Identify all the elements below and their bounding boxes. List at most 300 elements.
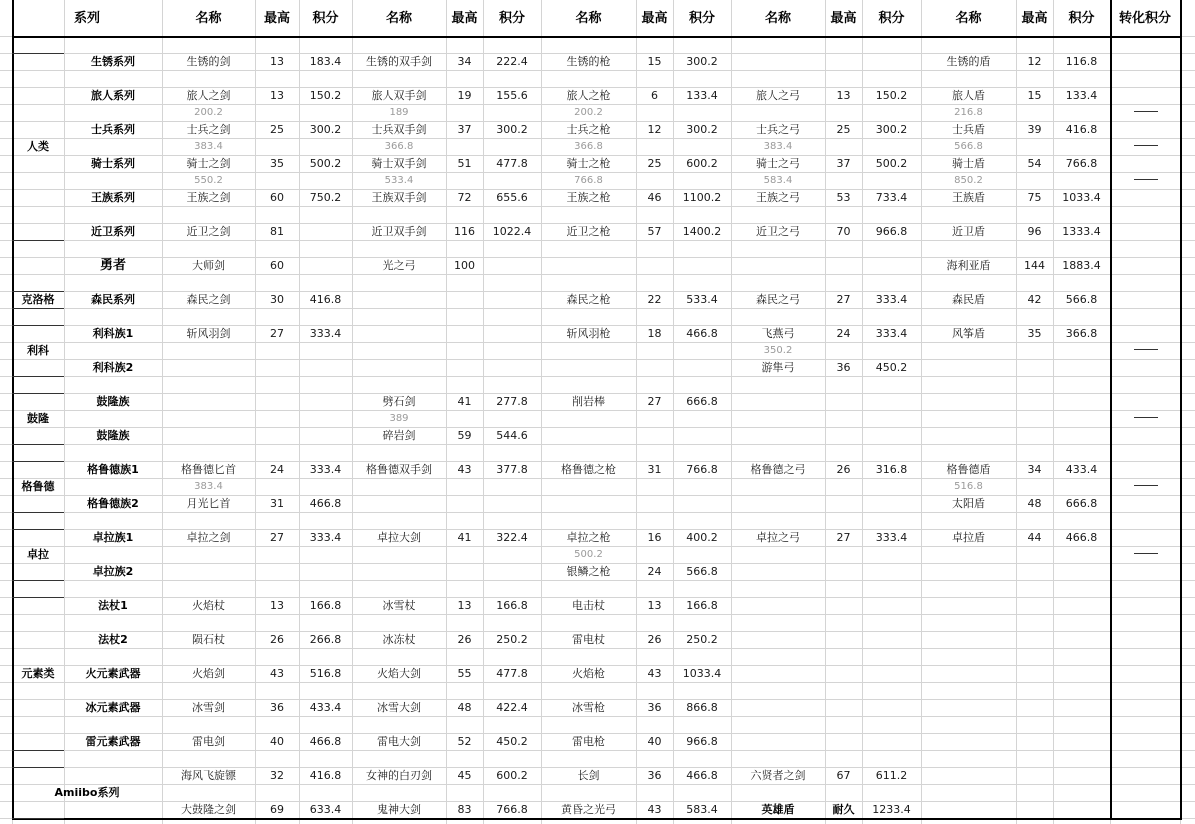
group-label: 格鲁德 bbox=[21, 480, 55, 493]
max-value: 57 bbox=[647, 225, 662, 238]
convert-value: 383.4 bbox=[194, 140, 223, 152]
series-label: 格鲁德族2 bbox=[87, 497, 139, 510]
score-value: 733.4 bbox=[875, 191, 908, 204]
weapon-name: 冰雪枪 bbox=[572, 701, 605, 714]
score-value: 416.8 bbox=[1065, 123, 1098, 136]
max-value: 44 bbox=[1027, 531, 1042, 544]
weapon-name: 太阳盾 bbox=[952, 497, 985, 510]
max-value: 35 bbox=[270, 157, 284, 170]
max-value: 13 bbox=[270, 55, 284, 68]
header-max: 最高 bbox=[1021, 10, 1048, 26]
weapon-name: 近卫盾 bbox=[952, 225, 985, 238]
group-border bbox=[12, 580, 64, 581]
bottom-border bbox=[12, 818, 1180, 820]
score-value: 500.2 bbox=[309, 157, 342, 170]
convert-column-border bbox=[1110, 0, 1112, 820]
max-value: 39 bbox=[1027, 123, 1042, 136]
convert-value: 366.8 bbox=[384, 140, 414, 152]
max-value: 43 bbox=[647, 803, 662, 816]
max-value: 27 bbox=[836, 293, 851, 306]
max-value: 42 bbox=[1027, 293, 1042, 306]
group-label: 克洛格 bbox=[21, 293, 55, 306]
grid-row-line bbox=[0, 427, 1195, 428]
score-value: 300.2 bbox=[686, 55, 718, 68]
group-border bbox=[12, 376, 64, 377]
weapon-name: 冰雪剑 bbox=[192, 701, 225, 714]
max-value: 55 bbox=[457, 667, 472, 680]
convert-value: 383.4 bbox=[194, 480, 223, 492]
convert-value: 583.4 bbox=[763, 174, 793, 186]
weapon-name: 旅人之弓 bbox=[756, 89, 800, 102]
max-value: 27 bbox=[647, 395, 662, 408]
group-border bbox=[12, 308, 64, 309]
score-value: 333.4 bbox=[875, 327, 908, 340]
weapon-name: 劈石剑 bbox=[382, 395, 416, 408]
weapon-name: 士兵之弓 bbox=[756, 123, 800, 136]
score-value: 422.4 bbox=[496, 701, 528, 714]
score-value: 477.8 bbox=[496, 667, 528, 680]
convert-dash bbox=[1134, 485, 1158, 486]
header-border bbox=[12, 36, 1180, 38]
convert-dash bbox=[1134, 179, 1158, 180]
convert-dash bbox=[1134, 349, 1158, 350]
score-value: 566.8 bbox=[686, 565, 718, 578]
score-value: 533.4 bbox=[686, 293, 718, 306]
weapon-name: 森民盾 bbox=[952, 293, 985, 306]
header-name: 名称 bbox=[764, 10, 791, 26]
max-value: 81 bbox=[270, 225, 284, 238]
max-value: 83 bbox=[457, 803, 472, 816]
convert-value: 516.8 bbox=[954, 480, 983, 492]
weapon-name: 近卫之弓 bbox=[756, 225, 800, 238]
grid-row-line bbox=[0, 410, 1195, 411]
score-value: 316.8 bbox=[875, 463, 908, 476]
max-value: 40 bbox=[647, 735, 662, 748]
weapon-name: 长剑 bbox=[577, 769, 600, 782]
score-value: 966.8 bbox=[686, 735, 718, 748]
grid-row-line bbox=[0, 648, 1195, 649]
max-value: 24 bbox=[836, 327, 851, 340]
weapon-name: 生锈的双手剑 bbox=[366, 55, 432, 68]
max-value: 25 bbox=[836, 123, 851, 136]
max-value: 43 bbox=[270, 667, 284, 680]
max-value: 24 bbox=[270, 463, 284, 476]
max-value: 60 bbox=[270, 259, 284, 272]
header-max: 最高 bbox=[830, 10, 857, 26]
max-value: 36 bbox=[836, 361, 851, 374]
max-value: 26 bbox=[647, 633, 662, 646]
max-value: 53 bbox=[836, 191, 851, 204]
group-label: 卓拉 bbox=[27, 548, 49, 561]
score-value: 333.4 bbox=[875, 293, 908, 306]
convert-value: 533.4 bbox=[384, 174, 414, 186]
convert-value: 850.2 bbox=[954, 174, 983, 186]
max-value: 36 bbox=[270, 701, 284, 714]
weapon-name: 王族之弓 bbox=[756, 191, 800, 204]
score-value: 300.2 bbox=[686, 123, 718, 136]
score-value: 133.4 bbox=[686, 89, 718, 102]
weapon-name: 冰雪大剑 bbox=[377, 701, 421, 714]
convert-value: 389 bbox=[389, 412, 409, 424]
weapon-name: 游隼弓 bbox=[761, 361, 795, 374]
series-label: 法杖1 bbox=[98, 599, 128, 612]
header-score: 积分 bbox=[688, 10, 715, 26]
max-value: 36 bbox=[647, 769, 662, 782]
weapon-name: 火焰剑 bbox=[192, 667, 225, 680]
max-value: 41 bbox=[457, 395, 472, 408]
score-value: 300.2 bbox=[875, 123, 908, 136]
grid-row-line bbox=[0, 376, 1195, 377]
weapon-name: 火焰大剑 bbox=[377, 667, 421, 680]
header-score: 积分 bbox=[1068, 10, 1095, 26]
max-value: 6 bbox=[651, 89, 658, 102]
score-value: 516.8 bbox=[309, 667, 342, 680]
score-value: 611.2 bbox=[875, 769, 908, 782]
score-value: 116.8 bbox=[1065, 55, 1098, 68]
grid-row-line bbox=[0, 70, 1195, 71]
max-value: 43 bbox=[457, 463, 472, 476]
max-value: 96 bbox=[1027, 225, 1042, 238]
weapon-name: 削岩棒 bbox=[572, 395, 605, 408]
score-value: 655.6 bbox=[496, 191, 528, 204]
weapon-name: 格鲁德匕首 bbox=[181, 463, 236, 476]
score-value: 266.8 bbox=[309, 633, 342, 646]
max-value: 15 bbox=[647, 55, 662, 68]
score-value: 450.2 bbox=[875, 361, 908, 374]
header-name: 名称 bbox=[955, 10, 982, 26]
group-label: 人类 bbox=[27, 140, 49, 153]
weapon-name: 月光匕首 bbox=[186, 497, 231, 510]
group-border bbox=[12, 818, 64, 819]
score-value: 450.2 bbox=[496, 735, 528, 748]
weapon-name: 旅人双手剑 bbox=[371, 89, 427, 102]
score-value: 1100.2 bbox=[682, 191, 722, 204]
score-value: 466.8 bbox=[686, 327, 718, 340]
score-value: 1883.4 bbox=[1062, 259, 1101, 272]
max-value: 30 bbox=[270, 293, 284, 306]
grid-row-line bbox=[0, 750, 1195, 751]
convert-dash bbox=[1134, 417, 1158, 418]
grid-row-line bbox=[0, 444, 1195, 445]
series-label: 雷元素武器 bbox=[85, 735, 141, 748]
score-value: 466.8 bbox=[1065, 531, 1098, 544]
weapon-name: 骑士盾 bbox=[952, 157, 985, 170]
series-label: 勇者 bbox=[99, 258, 126, 273]
weapon-name: 王族之剑 bbox=[186, 191, 231, 204]
score-value: 333.4 bbox=[875, 531, 908, 544]
weapon-name: 女神的白刃剑 bbox=[366, 769, 432, 782]
max-value: 37 bbox=[457, 123, 472, 136]
grid-row-line bbox=[0, 206, 1195, 207]
score-value: 1022.4 bbox=[492, 225, 532, 238]
max-value: 31 bbox=[647, 463, 662, 476]
max-value: 48 bbox=[1027, 497, 1042, 510]
convert-value: 383.4 bbox=[763, 140, 793, 152]
score-value: 333.4 bbox=[309, 531, 342, 544]
score-value: 166.8 bbox=[686, 599, 718, 612]
series-label: 法杖2 bbox=[98, 633, 128, 646]
max-value: 46 bbox=[647, 191, 662, 204]
score-value: 750.2 bbox=[309, 191, 342, 204]
score-value: 250.2 bbox=[686, 633, 718, 646]
weapon-name: 旅人之枪 bbox=[566, 89, 611, 102]
series-label: 生锈系列 bbox=[91, 55, 135, 68]
weapon-name: 大鼓隆之剑 bbox=[181, 803, 236, 816]
weapon-name: 雷电杖 bbox=[572, 633, 605, 646]
score-value: 166.8 bbox=[496, 599, 528, 612]
series-label: 利科族2 bbox=[92, 361, 134, 374]
weapon-name: 碎岩剑 bbox=[382, 429, 416, 442]
weapon-name: 英雄盾 bbox=[761, 803, 795, 816]
weapon-name: 王族之枪 bbox=[566, 191, 611, 204]
max-value: 60 bbox=[270, 191, 284, 204]
score-value: 277.8 bbox=[496, 395, 528, 408]
weapon-name: 光之弓 bbox=[382, 259, 416, 272]
convert-value: 766.8 bbox=[574, 174, 603, 186]
score-value: 466.8 bbox=[309, 735, 342, 748]
group-border bbox=[12, 240, 64, 241]
weapon-name: 卓拉之枪 bbox=[566, 531, 611, 544]
score-value: 366.8 bbox=[1065, 327, 1098, 340]
max-value: 13 bbox=[270, 89, 284, 102]
max-value: 100 bbox=[454, 259, 475, 272]
grid-row-line bbox=[0, 274, 1195, 275]
max-value: 34 bbox=[1027, 463, 1042, 476]
weapon-name: 火焰杖 bbox=[192, 599, 225, 612]
max-value: 70 bbox=[836, 225, 851, 238]
score-value: 166.8 bbox=[309, 599, 342, 612]
group-border bbox=[12, 512, 64, 513]
grid-row-line bbox=[0, 359, 1195, 360]
grid-row-line bbox=[0, 512, 1195, 513]
weapon-name: 卓拉盾 bbox=[952, 531, 985, 544]
max-value: 22 bbox=[647, 293, 662, 306]
score-value: 466.8 bbox=[686, 769, 718, 782]
weapon-name: 冰雪杖 bbox=[382, 599, 416, 612]
max-value: 34 bbox=[457, 55, 472, 68]
grid-row-line bbox=[0, 342, 1195, 343]
score-value: 633.4 bbox=[309, 803, 342, 816]
weapon-name: 陨石杖 bbox=[192, 633, 225, 646]
series-label: 王族系列 bbox=[91, 191, 135, 204]
weapon-name: 卓拉大剑 bbox=[377, 531, 421, 544]
weapon-name: 飞燕弓 bbox=[761, 327, 795, 340]
convert-value: 200.2 bbox=[574, 106, 603, 118]
max-value: 27 bbox=[270, 327, 284, 340]
score-value: 250.2 bbox=[496, 633, 528, 646]
max-value: 32 bbox=[270, 769, 284, 782]
weapon-name: 森民之枪 bbox=[566, 293, 611, 306]
header-max: 最高 bbox=[641, 10, 668, 26]
group-label: 元素类 bbox=[21, 667, 55, 680]
series-label: 鼓隆族 bbox=[96, 429, 130, 442]
score-value: 433.4 bbox=[1065, 463, 1098, 476]
weapon-name: 森民之弓 bbox=[756, 293, 800, 306]
convert-dash bbox=[1134, 111, 1158, 112]
weapon-name: 斩风羽枪 bbox=[566, 327, 611, 340]
max-value: 26 bbox=[836, 463, 851, 476]
convert-value: 366.8 bbox=[574, 140, 603, 152]
max-value: 40 bbox=[270, 735, 284, 748]
max-value: 耐久 bbox=[832, 803, 855, 816]
weapon-name: 雷电枪 bbox=[572, 735, 605, 748]
weapon-name: 斩风羽剑 bbox=[186, 327, 231, 340]
score-value: 133.4 bbox=[1065, 89, 1098, 102]
right-border bbox=[1180, 0, 1182, 820]
convert-value: 500.2 bbox=[574, 548, 603, 560]
max-value: 24 bbox=[647, 565, 662, 578]
score-value: 500.2 bbox=[875, 157, 908, 170]
weapon-name: 旅人之剑 bbox=[186, 89, 231, 102]
weapon-name: 冰冻杖 bbox=[382, 633, 416, 646]
score-value: 416.8 bbox=[309, 293, 342, 306]
score-value: 300.2 bbox=[496, 123, 528, 136]
score-value: 866.8 bbox=[686, 701, 718, 714]
weapon-name: 王族双手剑 bbox=[371, 191, 427, 204]
convert-dash bbox=[1134, 553, 1158, 554]
weapon-name: 森民之剑 bbox=[186, 293, 231, 306]
series-label: 格鲁德族1 bbox=[87, 463, 139, 476]
max-value: 48 bbox=[457, 701, 472, 714]
weapon-name: 近卫之剑 bbox=[186, 225, 231, 238]
max-value: 18 bbox=[647, 327, 662, 340]
grid-row-line bbox=[0, 716, 1195, 717]
score-value: 300.2 bbox=[309, 123, 342, 136]
header-score: 积分 bbox=[312, 10, 339, 26]
max-value: 15 bbox=[1027, 89, 1042, 102]
series-label: 旅人系列 bbox=[91, 89, 135, 102]
score-value: 766.8 bbox=[496, 803, 528, 816]
weapon-name: 生锈的枪 bbox=[566, 55, 611, 68]
convert-value: 189 bbox=[389, 106, 409, 118]
header-name: 名称 bbox=[195, 10, 222, 26]
group-label: 鼓隆 bbox=[27, 412, 49, 425]
weapon-name: 骑士之枪 bbox=[566, 157, 611, 170]
weapon-name: 近卫之枪 bbox=[566, 225, 611, 238]
max-value: 25 bbox=[647, 157, 662, 170]
convert-dash bbox=[1134, 145, 1158, 146]
score-value: 966.8 bbox=[875, 225, 908, 238]
max-value: 69 bbox=[270, 803, 284, 816]
score-value: 1400.2 bbox=[682, 225, 722, 238]
weapon-name: 格鲁德之枪 bbox=[561, 463, 616, 476]
convert-value: 566.8 bbox=[954, 140, 983, 152]
grid-row-line bbox=[0, 784, 1195, 785]
convert-value: 216.8 bbox=[954, 106, 983, 118]
weapon-name: 大师剑 bbox=[192, 259, 225, 272]
grid-row-line bbox=[0, 580, 1195, 581]
score-value: 600.2 bbox=[496, 769, 528, 782]
weapon-name: 火焰枪 bbox=[572, 667, 605, 680]
convert-value: 550.2 bbox=[194, 174, 223, 186]
score-value: 477.8 bbox=[496, 157, 528, 170]
weapon-name: 雷电剑 bbox=[192, 735, 225, 748]
weapon-name: 黄昏之光弓 bbox=[561, 803, 616, 816]
max-value: 27 bbox=[836, 531, 851, 544]
series-label: 近卫系列 bbox=[91, 225, 135, 238]
weapon-name: 旅人盾 bbox=[952, 89, 985, 102]
max-value: 12 bbox=[1027, 55, 1042, 68]
weapon-name: 银鳞之枪 bbox=[566, 565, 611, 578]
header-max: 最高 bbox=[451, 10, 478, 26]
score-value: 400.2 bbox=[686, 531, 718, 544]
score-value: 1333.4 bbox=[1062, 225, 1101, 238]
series-label: 利科族1 bbox=[92, 327, 134, 340]
score-value: 150.2 bbox=[875, 89, 908, 102]
max-value: 35 bbox=[1027, 327, 1042, 340]
max-value: 16 bbox=[647, 531, 662, 544]
weapon-name: 格鲁德盾 bbox=[946, 463, 991, 476]
max-value: 51 bbox=[457, 157, 472, 170]
series-label: 士兵系列 bbox=[91, 123, 135, 136]
score-value: 466.8 bbox=[309, 497, 342, 510]
weapon-name: 生锈的盾 bbox=[946, 55, 991, 68]
header-convert: 转化积分 bbox=[1118, 10, 1171, 26]
max-value: 19 bbox=[457, 89, 472, 102]
weapon-name: 格鲁德双手剑 bbox=[366, 463, 432, 476]
weapon-name: 王族盾 bbox=[952, 191, 985, 204]
series-label: 鼓隆族 bbox=[96, 395, 130, 408]
max-value: 26 bbox=[457, 633, 472, 646]
score-value: 183.4 bbox=[309, 55, 342, 68]
header-series: 系列 bbox=[73, 10, 100, 26]
max-value: 116 bbox=[454, 225, 475, 238]
series-label: 森民系列 bbox=[91, 293, 135, 306]
weapon-name: 士兵盾 bbox=[952, 123, 985, 136]
score-value: 433.4 bbox=[309, 701, 342, 714]
score-value: 322.4 bbox=[496, 531, 528, 544]
score-value: 566.8 bbox=[1065, 293, 1098, 306]
score-value: 333.4 bbox=[309, 327, 342, 340]
weapon-name: 士兵之枪 bbox=[566, 123, 611, 136]
weapon-name: 卓拉之剑 bbox=[186, 531, 231, 544]
weapon-name: 电击杖 bbox=[572, 599, 605, 612]
max-value: 67 bbox=[836, 769, 851, 782]
series-label: 骑士系列 bbox=[91, 157, 135, 170]
header-max: 最高 bbox=[263, 10, 290, 26]
max-value: 12 bbox=[647, 123, 662, 136]
score-value: 1033.4 bbox=[1062, 191, 1101, 204]
score-value: 766.8 bbox=[1065, 157, 1098, 170]
group-label: 利科 bbox=[27, 344, 49, 357]
convert-value: 200.2 bbox=[194, 106, 223, 118]
header-score: 积分 bbox=[498, 10, 525, 26]
grid-row-line bbox=[0, 614, 1195, 615]
score-value: 155.6 bbox=[496, 89, 528, 102]
series-label: 火元素武器 bbox=[85, 667, 141, 680]
score-value: 666.8 bbox=[686, 395, 718, 408]
weapon-name: 风筝盾 bbox=[952, 327, 985, 340]
weapon-name: 雷电大剑 bbox=[377, 735, 421, 748]
max-value: 43 bbox=[647, 667, 662, 680]
max-value: 45 bbox=[457, 769, 472, 782]
max-value: 25 bbox=[270, 123, 284, 136]
max-value: 31 bbox=[270, 497, 284, 510]
score-value: 1033.4 bbox=[682, 667, 722, 680]
series-label: 冰元素武器 bbox=[85, 701, 141, 714]
max-value: 144 bbox=[1024, 259, 1045, 272]
grid-row-line bbox=[0, 240, 1195, 241]
score-value: 600.2 bbox=[686, 157, 718, 170]
score-value: 150.2 bbox=[309, 89, 342, 102]
max-value: 36 bbox=[647, 701, 662, 714]
max-value: 13 bbox=[457, 599, 472, 612]
score-value: 1233.4 bbox=[872, 803, 911, 816]
header-name: 名称 bbox=[385, 10, 412, 26]
series-label: 卓拉族1 bbox=[92, 531, 134, 544]
weapon-name: 海利亚盾 bbox=[946, 259, 991, 272]
max-value: 13 bbox=[647, 599, 662, 612]
